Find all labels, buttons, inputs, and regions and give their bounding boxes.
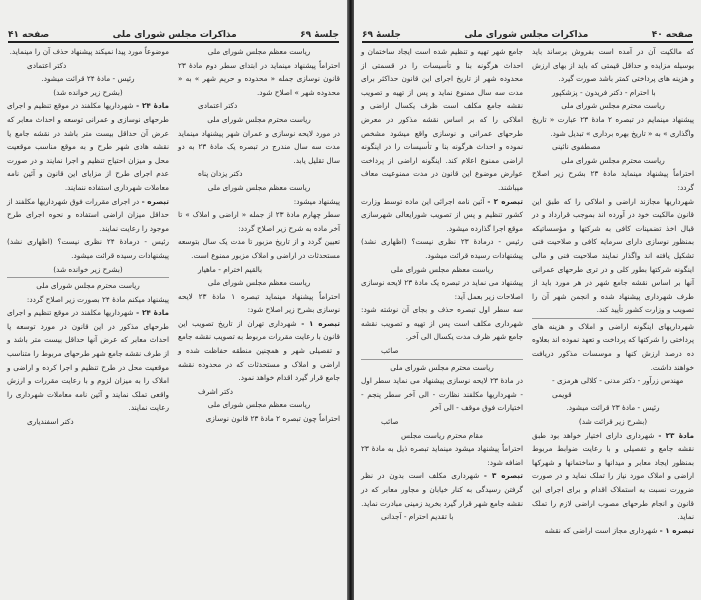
centered-heading: ریاست معظم مجلس شورای ملی bbox=[207, 400, 311, 410]
paragraph: احتراماً چون تبصره ۲ مادهٔ ۲۳ قانون نوسازی bbox=[205, 414, 340, 424]
signature: بالقیم اخترام - ماهیار bbox=[198, 264, 263, 274]
header-rule bbox=[362, 41, 693, 43]
separator bbox=[7, 277, 169, 278]
signature: دکتر اسفندیاری bbox=[27, 417, 74, 427]
running-title: مذاکرات مجلس شورای ملی bbox=[464, 30, 589, 40]
paragraph: پیشنهاد میکنم مادهٔ ۲۴ بصورت زیر اصلاح گردد: bbox=[26, 294, 169, 304]
paragraph: رئیس - درمادهٔ ۲۳ نظری نیست؟ (اظهاری نشد) پیشنهادات رسیده قرائت میشود. bbox=[361, 237, 523, 260]
centered-heading: ریاست معظم مجلس شورای ملی bbox=[207, 278, 311, 288]
signature: دکتر یزدان پناه bbox=[198, 169, 243, 179]
signature: صائب bbox=[381, 346, 399, 356]
paragraph: جامع شهر تهیه و تنظیم شده است ایجاد ساختمان و احداث هرگونه بنا و تأسیسات را در قسمتی از محدوده شهر از تاریخ اجرای این قانون حداکثر برای مدت سه سال ممنوع نماید و پس از تهیه و تصویب نقشه جامع مکلف است ظرف یکسال اراضی و املاکی را که بر اساس نقشه مذکور در معرض طرحهای عمرانی و نوسازی واقع میشود مشخص نموده و احداث هرگونه بنا و تأسیسات را در اینگونه اراضی ممنوع اعلام کند. اینگونه اراضی از پرداخت عوارض موضوع این قانون در مدت ممنوعیت معاف میباشند. bbox=[361, 47, 523, 192]
paragraph: احتراماً پیشنهاد مینماید تبصره ۱ مادهٔ ۲۳ لایحه نوسازی بشرح زیر اصلاح شود: bbox=[178, 291, 341, 315]
centered-heading: ریاست محترم مجلس شورای ملی bbox=[561, 155, 665, 165]
article-text: شهرداریها مکلفند در موقع تنظیم و اجرای طرحهای نوسازی و عمرانی توسعه و احداث معابر که عرض آن حداقل بیست متر باشد در نقشه جامع یا نقشه هادی شهر طرح و به موقع مناسب موقعیت محل و میزان احتیاج تنظیم و اجرا نمایند و در صورت عدم اجرای طرح از مزایای این قانون و آئین نامه معاملات شهرداری استفاده ننمایند. bbox=[7, 101, 169, 192]
paragraph: سطر چهارم مادهٔ ۲۳ از جمله « اراضی و املاک » تا آخر ماده به شرح زیر اصلاح گردد: bbox=[178, 210, 340, 233]
centered-heading: مقام محترم ریاست مجلس bbox=[400, 430, 484, 440]
article-text: در اجرای مقررات فوق شهرداریها مکلفند از حداقل میزان اراضی استفاده و نحوه اجرای طرح موجود را رعایت نمایند. bbox=[7, 196, 169, 233]
article-text: شهرداری مکلف است بدون در نظر گرفتن رسیدگی به کنار خیابان و مجاور معابر که در نقشه جامع شهر قرار گیرد بخرید زمینی مبادرت نماید. bbox=[361, 471, 523, 508]
column-left bbox=[361, 45, 523, 524]
paragraph: پیشنهاد مینمایم در تبصره ۲ مادهٔ ۲۳ عبارت « تاریخ واگذاری » به « تاریخ بهره برداری » تبدیل شود. bbox=[532, 114, 695, 138]
paragraph: در مادهٔ ۲۳ لایحه نوسازی پیشنهاد می نماید سطر اول - شهرداریها مکلفند نظارت - الی آخر سطر پنجم - اختیارات فوق موقف - الی آخر bbox=[361, 376, 523, 413]
paragraph: احتراماً پیشنهاد مینماید مادهٔ ۲۳ بشرح زیر اصلاح گردد: bbox=[532, 169, 694, 192]
paragraph: موضوعاً مورد پیدا نمیکند پیشنهاد حذف آن را مینماید. bbox=[9, 47, 169, 56]
article-label: تبصره - bbox=[141, 196, 170, 206]
paragraph: پیشنهاد میشود: bbox=[293, 196, 340, 206]
article-label: تبصره ۲ - bbox=[487, 196, 523, 206]
page-header bbox=[362, 24, 693, 40]
signature: صائب bbox=[381, 417, 399, 427]
article-label: تبصره ۱ - bbox=[301, 318, 341, 328]
article-paragraph bbox=[532, 429, 694, 524]
article-label: مادهٔ ۲۴ - bbox=[136, 101, 169, 111]
article-paragraph bbox=[7, 195, 169, 236]
signature: با احترام - دکتر فریدون - پزشکپور bbox=[552, 87, 656, 97]
centered-heading: رئیس - مادهٔ ۲۴ قرائت میشود. bbox=[41, 74, 135, 84]
signature: مهندس زرآور - دکتر مدنی - کلالی هرمزی - قویمی bbox=[552, 376, 684, 399]
article-paragraph bbox=[7, 99, 169, 194]
running-title: مذاکرات مجلس شورای ملی bbox=[112, 30, 237, 40]
paragraph: احتراماً پیشنهاد مینماید در ابتدای سطر دوم مادهٔ ۲۳ قانون نوسازی جمله « محدوده و حریم شهر » به « محدوده شهر » اصلاح شود. bbox=[178, 60, 340, 97]
paragraph: که مالکیت آن در آمده است بفروش برساند باید بوسیله مزایده و حداقل قیمتی که باید از بهای ارزش و هزینه های پرداختی کمتر باشد صورت گیرد. bbox=[532, 47, 694, 84]
signature: دکتر اشرف bbox=[198, 386, 234, 396]
separator bbox=[532, 318, 694, 319]
column-right bbox=[532, 45, 694, 537]
article-paragraph bbox=[178, 317, 340, 385]
article-text: شهرداری تهران از تاریخ تصویب این قانون با رعایت مقررات مربوط به تصویب نقشه جامع و تفصیلی شهر و همچنین منطقه حفاظت شده و اراضی و املاک و مستحدثات که در محدوده نقشه جامع قرار گیرد اقدام خواهد نمود. bbox=[178, 318, 340, 383]
article-text: آئین نامه اجرائی این ماده توسط وزارت کشور تنظیم و پس از تصویب شورایعالی شهرسازی موقع اجرا گذارده میشود. bbox=[361, 196, 523, 233]
book-gutter bbox=[347, 0, 354, 600]
column-right bbox=[178, 45, 340, 426]
article-text: شهرداری مجاز است اراضی که نقشه bbox=[544, 525, 660, 535]
paragraph: شهرداریهای اینگونه اراضی و املاک و هزینه های پرداختی را شرکتها که پرداخت و تعهد نموده اند بعلاوه ده درصد ارزش کنها و موسسات مذکور دریافت خواهند داشت. bbox=[532, 321, 694, 372]
paragraph: در مورد لایحه نوسازی و عمران شهر پیشنهاد مینماید مدت سه سال مندرج در تبصره یک مادهٔ ۲۳ به دو سال تقلیل یابد. bbox=[178, 128, 340, 165]
paragraph: رئیس - درمادهٔ ۲۴ نظری نیست؟ (اظهاری نشد) پیشنهادات رسیده قرائت میشود. bbox=[7, 237, 169, 260]
signature: مصطفوی نائینی bbox=[552, 142, 601, 152]
signature: دکتر اعتمادی bbox=[198, 101, 238, 111]
header-rule bbox=[8, 41, 339, 43]
centered-heading: ریاست محترم مجلس شورای ملی bbox=[207, 114, 311, 124]
article-label: مادهٔ ۲۴ - bbox=[136, 308, 169, 318]
centered-heading: ریاست محترم مجلس شورای ملی bbox=[36, 281, 140, 291]
centered-heading: ریاست معظم مجلس شورای ملی bbox=[390, 264, 494, 274]
article-paragraph bbox=[361, 469, 523, 510]
page-header bbox=[8, 24, 339, 40]
article-paragraph bbox=[532, 524, 694, 538]
column-left bbox=[7, 45, 169, 429]
article-label: مادهٔ ۲۳ - bbox=[658, 430, 695, 440]
session-number: جلسهٔ ۶۹ bbox=[362, 30, 401, 40]
centered-heading: ریاست محترم مجلس شورای ملی bbox=[561, 101, 665, 111]
centered-heading: ریاست محترم مجلس شورای ملی bbox=[390, 362, 494, 372]
page-number: صفحه ۴۰ bbox=[651, 30, 693, 40]
paragraph: پیشنهاد می نماید در تبصره یک مادهٔ ۲۳ لایحه نوسازی اصلاحات زیر بعمل آید: bbox=[361, 278, 523, 301]
session-number: جلسهٔ ۶۹ bbox=[300, 30, 339, 40]
paragraph: سه سطر اول تبصره حذف و بجای آن نوشته شود: شهرداری مکلف است پس از تهیه و تصویب نقشه جامع شهر ظرف مدت یکسال الی آخر. bbox=[361, 305, 523, 342]
paragraph: شهرداریها مجازند اراضی و املاکی را که طبق این قانون مالکیت خود در آورده اند بموجب قرارداد و در قبال اخذ تضمینات کافی به شرکتها و مؤسساتیکه بمنظور نوسازی دارای سرمایه کافی و صلاحیت فنی تشکیل یافته اند واگذار نمایند صلاحیت فنی و مالی اینگونه شرکتها بطور کلی و در تری طرحهای عمرانی آنها بر اساس نقشه جامع شهر در هر مورد باید از طرف شهرداری پیشنهاد شده و انجمن شهر آن را تصویب و وزارت کشور تأیید کند. bbox=[532, 196, 694, 315]
signature: با تقدیم احترام - آجدانی bbox=[381, 512, 454, 522]
article-label: تبصره ۱ - bbox=[659, 525, 694, 535]
paragraph: تعیین گردد و از تاریخ مزبور تا مدت یک سال بتوسعه مستحدثات در اراضی و املاک مزبور ممنوع است. bbox=[178, 237, 340, 260]
article-text: شهرداریها مکلفند در موقع تنظیم و اجرای طرحهای مذکور در این قانون در مورد توسعه یا احداث معابر که عرض آنها حداقل بیست متر باشد و از طرف نقشه جامع شهر طرحهای مربوط را متناسب موقعیت محل در طرح تنظیم و اجرا کرده و اراضی و املاک را به میزان لزوم و با رعایت مقررات و ارزش واقعی تملک نمایند و آئین نامه معاملات شهرداری را رعایت نمایند. bbox=[7, 308, 169, 413]
page-right bbox=[354, 0, 701, 600]
page-number: صفحه ۴۱ bbox=[8, 30, 50, 40]
page-left bbox=[0, 0, 347, 600]
centered-heading: (بشرح زیر خوانده شد) bbox=[53, 87, 123, 97]
separator bbox=[361, 359, 523, 360]
article-label: تبصره ۳ - bbox=[483, 471, 523, 481]
centered-heading: ریاست معظم مجلس شورای ملی bbox=[207, 182, 311, 192]
centered-heading: رئیس - مادهٔ ۲۳ قرائت میشود. bbox=[566, 403, 660, 413]
article-paragraph bbox=[361, 195, 523, 236]
signature: دکتر اعتمادی bbox=[27, 60, 67, 70]
centered-heading: (بشرح زیر خوانده شد) bbox=[53, 264, 123, 274]
article-paragraph bbox=[7, 306, 169, 415]
centered-heading: (بشرح زیر قرائت شد) bbox=[578, 417, 648, 427]
article-text: شهرداری دارای اختیار خواهد بود طبق نقشه جامع و تفصیلی و با رعایت ضوابط مربوط بمنظور ایجاد معابر و میدانها و ساختمانها و شهرکها اراضی و املاک مورد نیاز را تملک نماید و در صورت ضرورت نسبت به استملاک اقدام و برای اجرای این قانون و انجام طرحهای مصوب اراضی لازم را تملک نماید. bbox=[532, 430, 694, 522]
paragraph: احتراماً پیشنهاد میشود مینماید تبصره ذیل به مادهٔ ۲۳ اضافه شود: bbox=[361, 444, 523, 467]
centered-heading: ریاست معظم مجلس شورای ملی bbox=[207, 47, 311, 56]
